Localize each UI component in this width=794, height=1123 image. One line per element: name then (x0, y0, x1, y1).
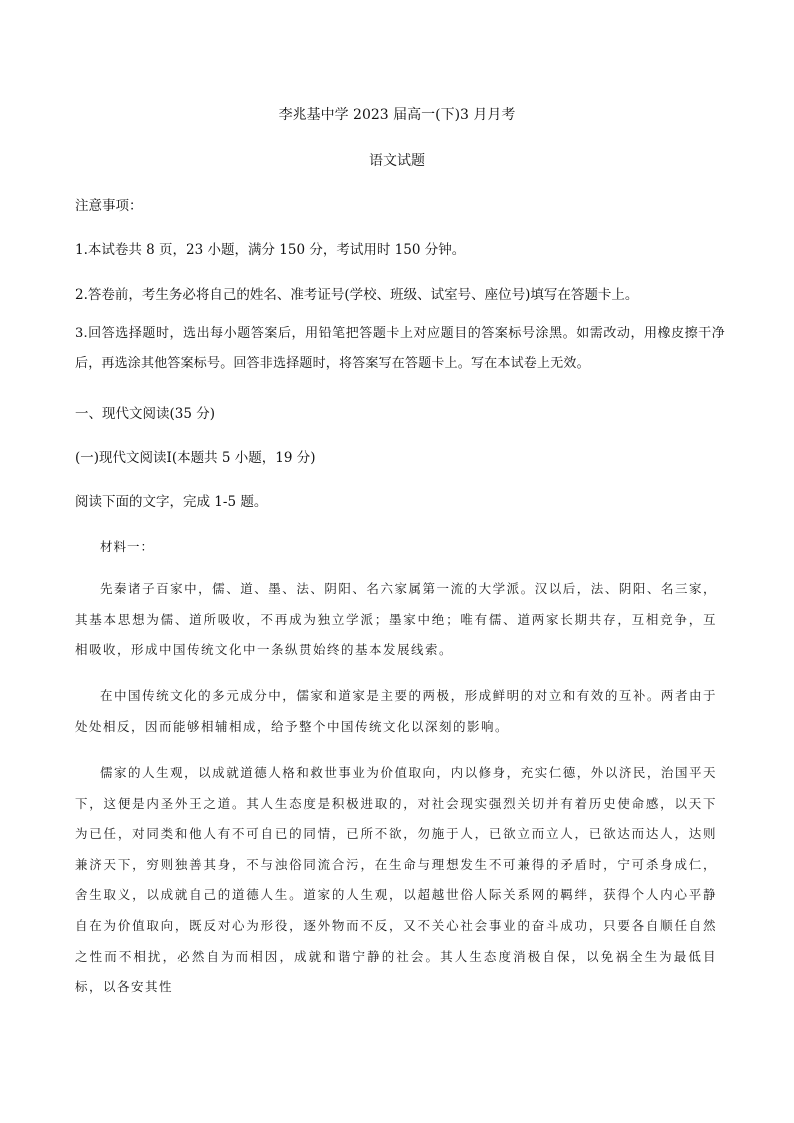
notice-item-1: 1.本试卷共 8 页，23 小题，满分 150 分，考试用时 150 分钟。 (75, 242, 466, 258)
section-subheading: (一)现代文阅读Ⅰ(本题共 5 小题，19 分) (75, 450, 316, 466)
notice-item-2: 2.答卷前，考生务必将自己的姓名、准考证号(学校、班级、试室号、座位号)填写在答题卡上。 (75, 287, 639, 303)
material-paragraph-2: 在中国传统文化的多元成分中，儒家和道家是主要的两极，形成鲜明的对立和有效的互补。两者由于处处相反，因而能够相辅相成，给予整个中国传统文化以深刻的影响。 (75, 688, 717, 734)
exam-subtitle: 语文试题 (369, 153, 425, 169)
reading-instruction: 阅读下面的文字，完成 1-5 题。 (75, 494, 268, 510)
material-paragraph-3: 儒家的人生观，以成就道德人格和救世事业为价值取向，内以修身，充实仁德，外以济民，治国平天下，这便是内圣外王之道。其人生态度是积极进取的，对社会现实强烈关切并有着历史使命感，以天下为已任，对同类和他人有不可自已的同情，已所不欲，勿施于人，已欲立而立人，已欲达而达人，达则兼济天下，穷则独善其身，不与浊俗同流合污，在生命与理想发生不可兼得的矛盾时，宁可杀身成仁，舍生取义，以成就自己的道德人生。道家的人生观，以超越世俗人际关系网的羁绊，获得个人内心平静自在为价值取向，既反对心为形役，逐外物而不反，又不关心社会事业的奋斗成功，只要各自顺任自然之性而不相扰，必然自为而相因，成就和谐宁静的社会。其人生态度消极自保，以免祸全生为最低目标，以各安其性 (75, 765, 717, 995)
notice-item-3: 3.回答选择题时，选出每小题答案后，用铅笔把答题卡上对应题目的答案标号涂黑。如需改动，用橡皮擦干净后，再选涂其他答案标号。回答非选择题时，将答案写在答题卡上。写在本试卷上无效。 (75, 326, 725, 371)
section-heading: 一、现代文阅读(35 分) (75, 406, 216, 422)
exam-title: 李兆基中学 2023 届高一(下)3 月月考 (278, 107, 516, 123)
material-paragraph-1: 先秦诸子百家中，儒、道、墨、法、阴阳、名六家属第一流的大学派。汉以后，法、阴阳、名三家，其基本思想为儒、道所吸收，不再成为独立学派；墨家中绝；唯有儒、道两家长期共存，互相竞争，互相吸收，形成中国传统文化中一条纵贯始终的基本发展线索。 (75, 581, 717, 658)
notice-heading: 注意事项： (75, 198, 143, 214)
material-label: 材料一： (100, 539, 155, 554)
